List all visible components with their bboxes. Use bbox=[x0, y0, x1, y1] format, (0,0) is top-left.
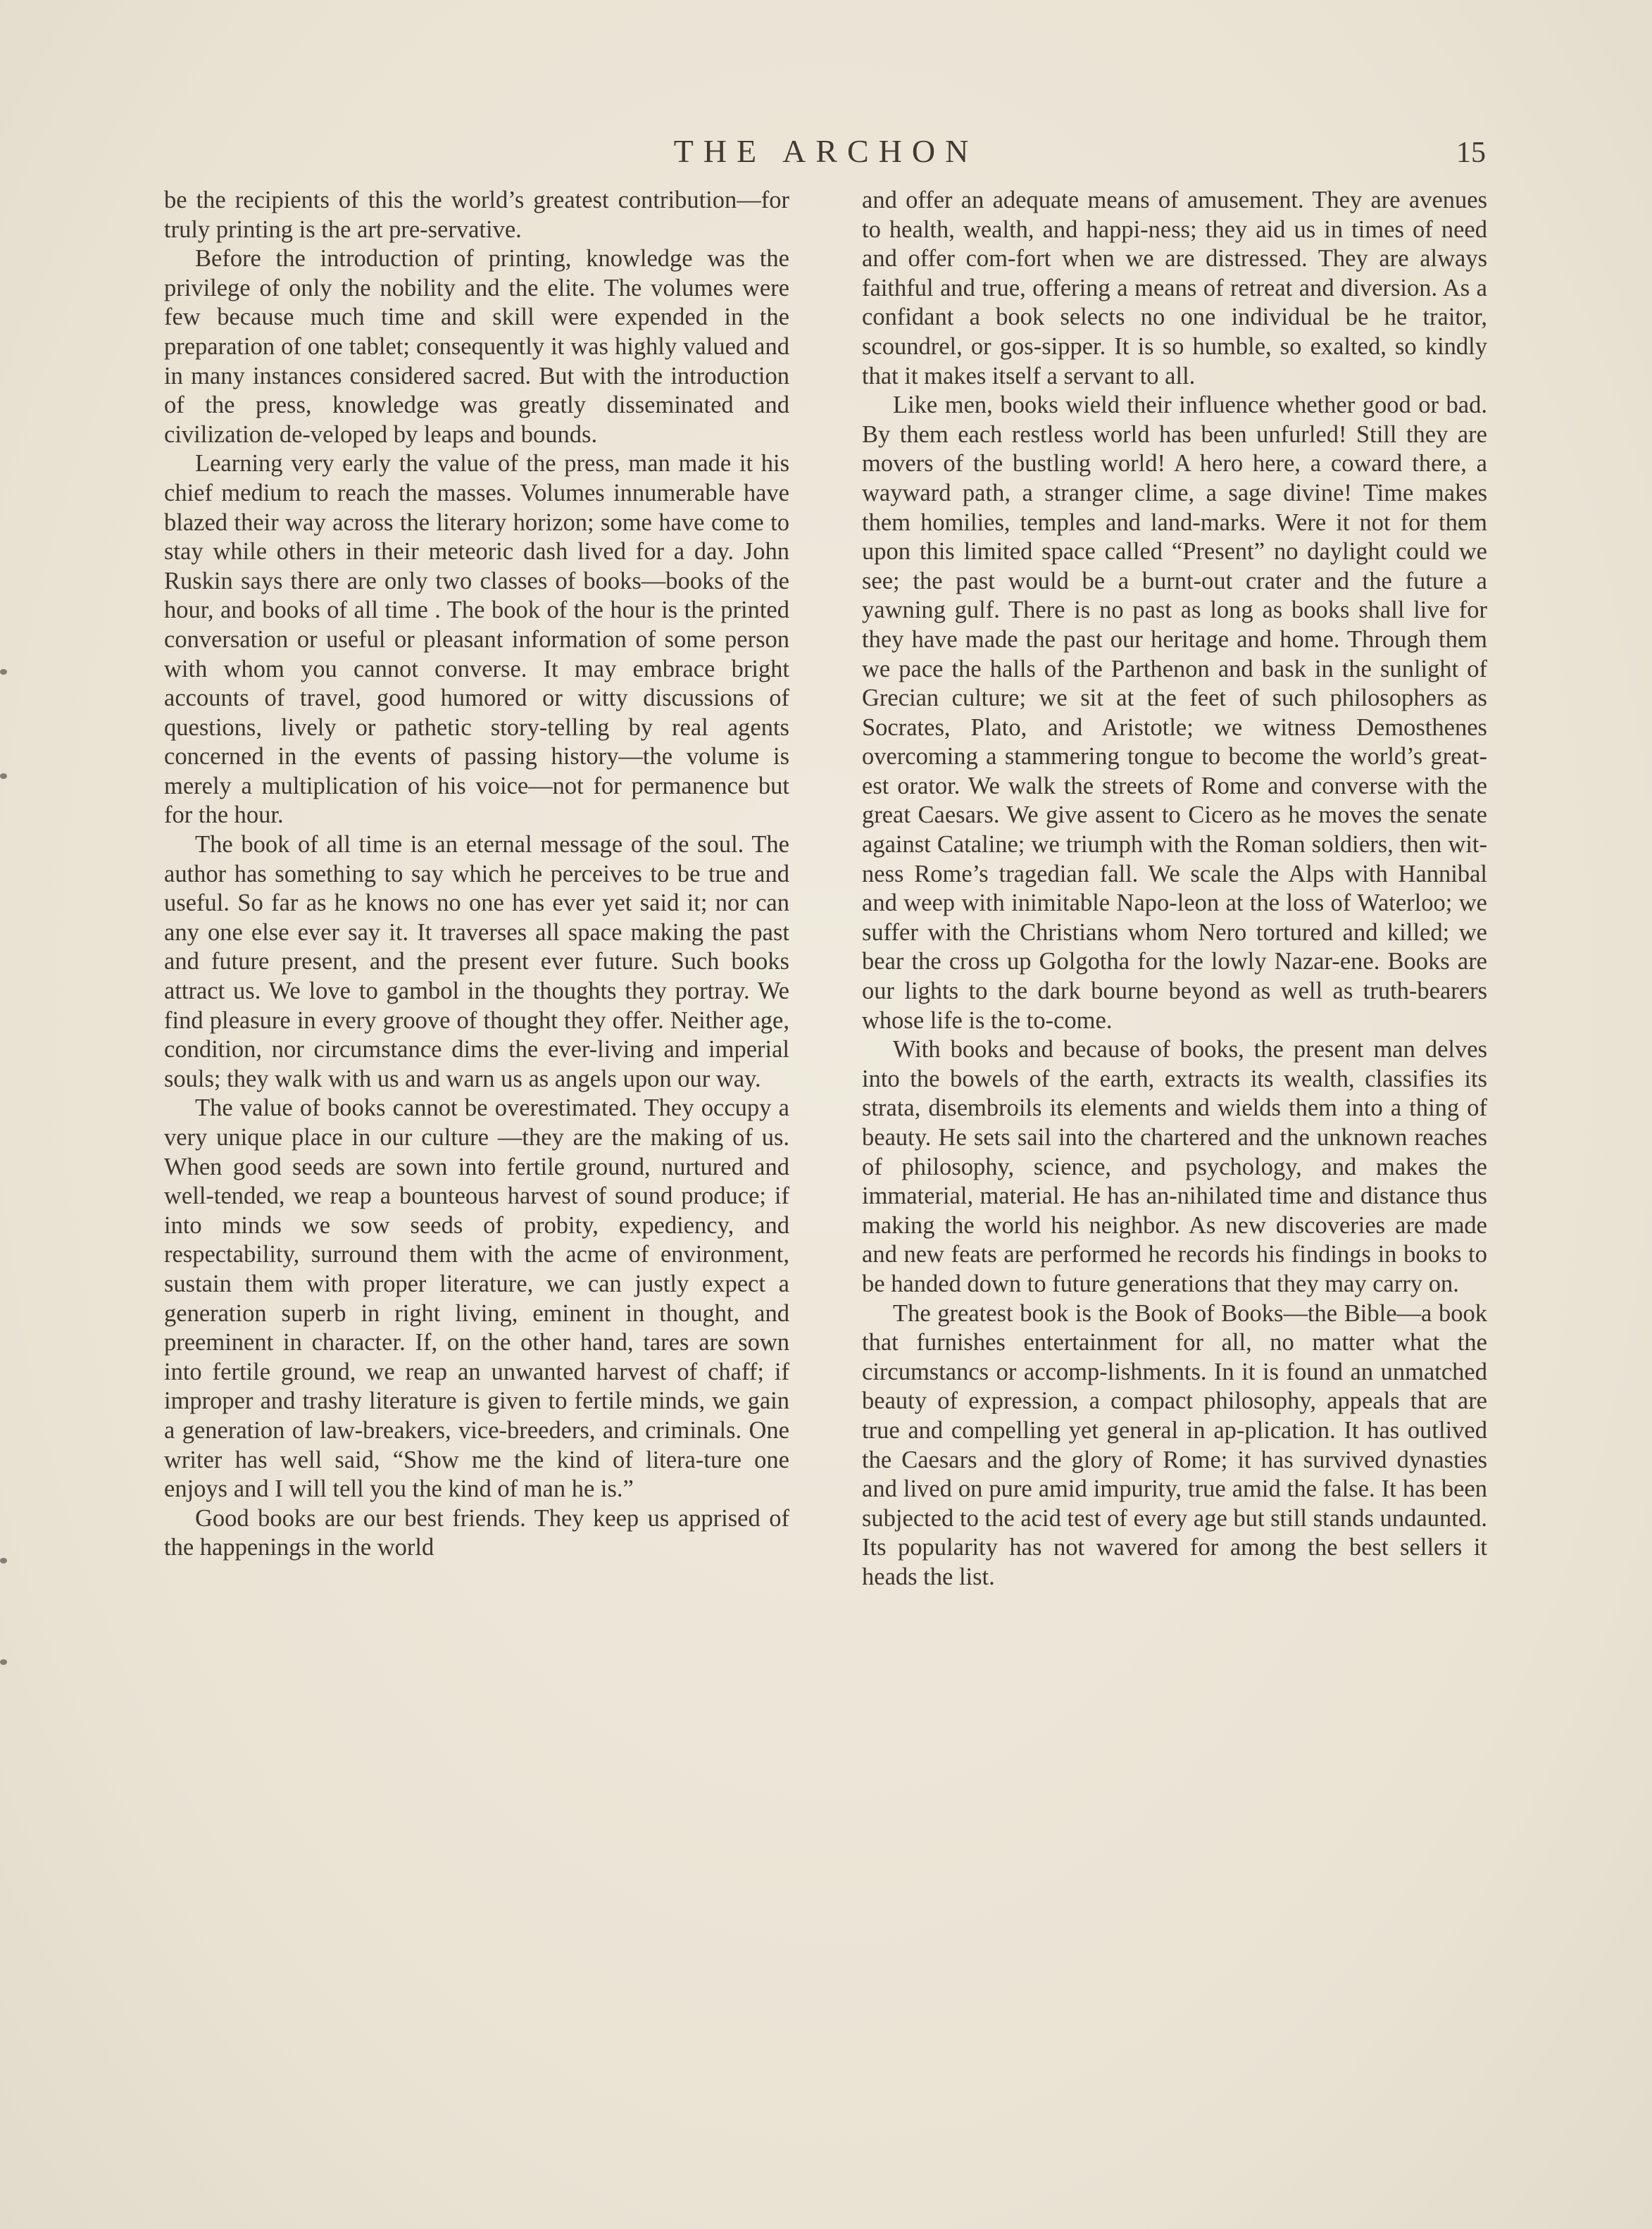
paragraph: Before the introduction of printing, knowledge was the privilege of only the nobility and the elite. The volumes were few because much time and skill were expended in the preparation of one tablet; consequently it was highly valued and in many instances considered sacred. But with the introduction of the press, knowledge was greatly disseminated and civilization de-veloped by leaps and bounds. bbox=[164, 245, 789, 448]
paragraph: With books and because of books, the present man delves into the bowels of the earth, extracts its wealth, classifies its strata, disembroils its elements and wields them into a thing of beauty. He sets sail into the chartered and the unknown reaches of philosophy, science, and psychology, and makes the immaterial, material. He has an-nihilated time and distance thus making the world his neighbor. As new discoveries are made and new feats are performed he records his findings in books to be handed down to future generations that they may carry on. bbox=[862, 1036, 1487, 1297]
paragraph: be the recipients of this the world’s greatest contribution—for truly printing is the art pre-servative. bbox=[164, 187, 789, 243]
running-title: THE ARCHON bbox=[673, 133, 979, 169]
paragraph: Good books are our best friends. They keep us apprised of the happenings in the world bbox=[164, 1504, 789, 1561]
paragraph: The value of books cannot be overestimated. They occupy a very unique place in our culture —they are the making of us. When good seeds are sown into fertile ground, nurtured and well-tended, we reap a bounteous harvest of sound produce; if into minds we sow seeds of probity, expediency, and respectability, surround them with the acme of environment, sustain them with proper literature, we can justly expect a generation superb in right living, eminent in thought, and preeminent in character. If, on the other hand, tares are sown into fertile ground, we reap an unwanted harvest of chaff; if improper and trashy literature is given to fertile minds, we gain a generation of law-breakers, vice-breeders, and criminals. One writer has well said, “Show me the kind of litera-ture one enjoys and I will tell you the kind of man he is.” bbox=[164, 1094, 789, 1503]
left-column bbox=[164, 186, 789, 1563]
margin-mark bbox=[0, 773, 7, 779]
margin-mark bbox=[0, 1558, 7, 1563]
paragraph: The greatest book is the Book of Books—the Bible—a book that furnishes entertainment for all, no matter what the circumstancs or accomp-lishments. In it is found an unmatched beauty of expression, a compact philosophy, appeals that are true and compelling yet general in ap-plication. It has outlived the Caesars and the glory of Rome; it has survived dynasties and lived on pure amid impurity, true amid the false. It has been subjected to the acid test of every age but still stands undaunted. Its popularity has not wavered for among the best sellers it heads the list. bbox=[862, 1299, 1487, 1590]
right-column bbox=[862, 186, 1487, 1592]
paragraph: Learning very early the value of the press, man made it his chief medium to reach the masses. Volumes innumerable have blazed their way across the literary horizon; some have come to stay while others in their meteoric dash lived for a day. John Ruskin says there are only two classes of books—books of the hour, and books of all time . The book of the hour is the printed conversation or useful or pleasant information of some person with whom you cannot converse. It may embrace bright accounts of travel, good humored or witty discussions of questions, lively or pathetic story-telling by real agents concerned in the events of passing history—the volume is merely a multiplication of his voice—not for permanence but for the hour. bbox=[164, 450, 789, 829]
margin-mark bbox=[0, 669, 7, 675]
margin-mark bbox=[0, 1659, 7, 1665]
paragraph: Like men, books wield their influence whether good or bad. By them each restless world has been unfurled! Still they are movers of the bustling world! A hero here, a coward there, a wayward path, a stranger clime, a sage divine! Time makes them homilies, temples and land-marks. Were it not for them upon this limited space called “Present” no daylight could we see; the past would be a burnt-out crater and the future a yawning gulf. There is no past as long as books shall live for they have made the past our heritage and home. Through them we pace the halls of the Parthenon and bask in the sunlight of Grecian culture; we sit at the feet of such philosophers as Socrates, Plato, and Aristotle; we witness Demosthenes overcoming a stammering tongue to become the world’s great-est orator. We walk the streets of Rome and converse with the great Caesars. We give assent to Cicero as he moves the senate against Cataline; we triumph with the Roman soldiers, then wit-ness Rome’s tragedian fall. We scale the Alps with Hannibal and weep with inimitable Napo-leon at the loss of Waterloo; we suffer with the Christians whom Nero tortured and killed; we bear the cross up Golgotha for the lowly Nazar-ene. Books are our lights to the dark bourne beyond as well as truth-bearers whose life is the to-come. bbox=[862, 392, 1487, 1034]
paragraph: and offer an adequate means of amusement. They are avenues to health, wealth, and happi-ness; they aid us in times of need and offer com-fort when we are distressed. They are always faithful and true, offering a means of retreat and diversion. As a confidant a book selects no one individual be he traitor, scoundrel, or gos-sipper. It is so humble, so exalted, so kindly that it makes itself a servant to all. bbox=[862, 187, 1487, 389]
paragraph: The book of all time is an eternal message of the soul. The author has something to say which he perceives to be true and useful. So far as he knows no one has ever yet said it; nor can any one else ever say it. It traverses all space making the past and future present, and the present ever future. Such books attract us. We love to gambol in the thoughts they portray. We find pleasure in every groove of thought they offer. Neither age, condition, nor circumstance dims the ever-living and imperial souls; they walk with us and warn us as angels upon our way. bbox=[164, 831, 789, 1092]
page-number: 15 bbox=[1456, 137, 1486, 169]
